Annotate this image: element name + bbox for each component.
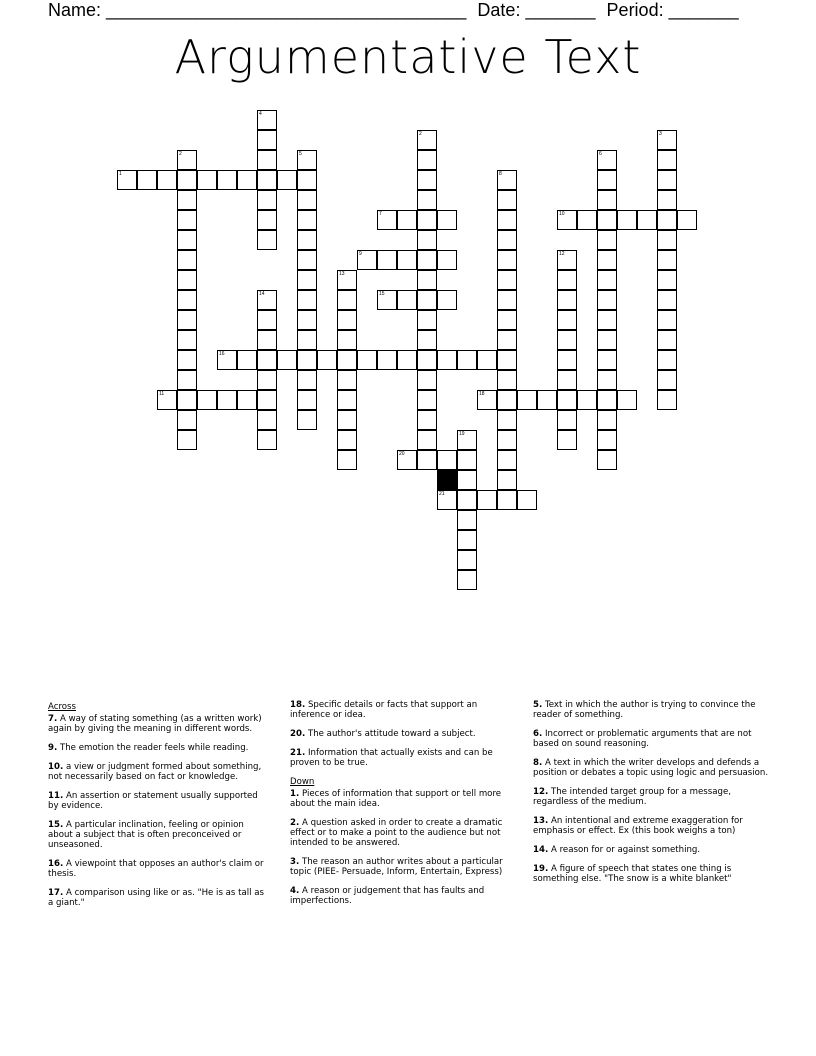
- grid-cell[interactable]: [397, 350, 417, 370]
- clue-down-12: 12. The intended target group for a message, regardless of the medium.: [533, 787, 732, 807]
- clue-across-21: 21. Information that actually exists and can be proven to be true.: [290, 748, 493, 768]
- grid-cell[interactable]: [177, 370, 197, 390]
- grid-cell[interactable]: [297, 290, 317, 310]
- student-info-line: [48, 0, 745, 21]
- grid-cell[interactable]: [597, 170, 617, 190]
- clue-across-7: 7. A way of stating something (as a written work) again by giving the meaning in different words.: [48, 714, 262, 734]
- grid-cell[interactable]: [557, 410, 577, 430]
- grid-cell[interactable]: [417, 130, 437, 150]
- grid-cell[interactable]: [217, 350, 237, 370]
- grid-cell[interactable]: [517, 390, 537, 410]
- grid-cell[interactable]: [457, 350, 477, 370]
- grid-cell[interactable]: [557, 370, 577, 390]
- clue-across-10: 10. a view or judgment formed about something, not necessarily based on fact or knowledge.: [48, 762, 262, 782]
- grid-cell[interactable]: [377, 250, 397, 270]
- grid-cell[interactable]: [337, 290, 357, 310]
- across-heading: Across: [48, 702, 77, 712]
- grid-cell[interactable]: [257, 190, 277, 210]
- grid-cell[interactable]: [657, 130, 677, 150]
- grid-cell[interactable]: [337, 270, 357, 290]
- grid-cell[interactable]: [597, 410, 617, 430]
- grid-cell[interactable]: [497, 470, 517, 490]
- grid-cell[interactable]: [597, 210, 617, 230]
- grid-cell[interactable]: [137, 170, 157, 190]
- grid-cell[interactable]: [257, 290, 277, 310]
- grid-cell[interactable]: [257, 310, 277, 330]
- grid-cell[interactable]: [517, 490, 537, 510]
- grid-cell[interactable]: [477, 350, 497, 370]
- grid-cell[interactable]: [417, 370, 437, 390]
- clue-number: 20: [399, 451, 405, 457]
- grid-cell[interactable]: [437, 350, 457, 370]
- grid-cell[interactable]: [437, 290, 457, 310]
- clue-down-13: 13. An intentional and extreme exaggeration for emphasis or effect. Ex (this book weighs a ton): [533, 816, 743, 836]
- grid-cell[interactable]: [497, 230, 517, 250]
- clue-number: 10: [559, 211, 565, 217]
- grid-cell[interactable]: [457, 570, 477, 590]
- grid-cell[interactable]: [257, 210, 277, 230]
- clue-across-11: 11. An assertion or statement usually supported by evidence.: [48, 791, 258, 811]
- clue-number: 9: [359, 251, 362, 257]
- grid-cell[interactable]: [457, 530, 477, 550]
- grid-cell[interactable]: [177, 250, 197, 270]
- grid-cell[interactable]: [157, 390, 177, 410]
- grid-cell[interactable]: [557, 330, 577, 350]
- clue-down-4: 4. A reason or judgement that has faults and imperfections.: [290, 886, 485, 906]
- grid-cell[interactable]: [257, 170, 277, 190]
- blocked-cell: [437, 470, 457, 490]
- grid-cell[interactable]: [657, 330, 677, 350]
- grid-cell[interactable]: [237, 350, 257, 370]
- clue-down-2: 2. A question asked in order to create a dramatic effect or to make a point to the audience but not intended to be answered.: [290, 818, 503, 848]
- grid-cell[interactable]: [257, 110, 277, 130]
- clue-number: 2: [179, 151, 182, 157]
- grid-cell[interactable]: [297, 190, 317, 210]
- clue-number: 14: [259, 291, 265, 297]
- grid-cell[interactable]: [297, 170, 317, 190]
- grid-cell[interactable]: [177, 390, 197, 410]
- clue-number: 16: [219, 351, 225, 357]
- grid-cell[interactable]: [177, 290, 197, 310]
- grid-cell[interactable]: [597, 230, 617, 250]
- clue-across-17: 17. A comparison using like or as. "He is as tall as a giant.": [48, 888, 265, 908]
- grid-cell[interactable]: [557, 270, 577, 290]
- grid-cell[interactable]: [497, 290, 517, 310]
- clues-column-1: [48, 700, 270, 917]
- grid-cell[interactable]: [177, 350, 197, 370]
- grid-cell[interactable]: [497, 450, 517, 470]
- grid-cell[interactable]: [417, 310, 437, 330]
- grid-cell[interactable]: [417, 150, 437, 170]
- grid-cell[interactable]: [497, 410, 517, 430]
- grid-cell[interactable]: [237, 170, 257, 190]
- grid-cell[interactable]: [497, 370, 517, 390]
- grid-cell[interactable]: [597, 390, 617, 410]
- grid-cell[interactable]: [337, 410, 357, 430]
- grid-cell[interactable]: [497, 250, 517, 270]
- grid-cell[interactable]: [257, 330, 277, 350]
- grid-cell[interactable]: [477, 390, 497, 410]
- grid-cell[interactable]: [397, 450, 417, 470]
- clue-number: 1: [119, 171, 122, 177]
- clue-number: 5: [299, 151, 302, 157]
- grid-cell[interactable]: [497, 330, 517, 350]
- grid-cell[interactable]: [417, 430, 437, 450]
- grid-cell[interactable]: [597, 430, 617, 450]
- grid-cell[interactable]: [177, 410, 197, 430]
- grid-cell[interactable]: [657, 310, 677, 330]
- grid-cell[interactable]: [617, 210, 637, 230]
- date-field[interactable]: Date: _______: [477, 0, 596, 20]
- grid-cell[interactable]: [337, 430, 357, 450]
- grid-cell[interactable]: [617, 390, 637, 410]
- grid-cell[interactable]: [337, 390, 357, 410]
- grid-cell[interactable]: [297, 330, 317, 350]
- grid-cell[interactable]: [177, 330, 197, 350]
- grid-cell[interactable]: [197, 170, 217, 190]
- grid-cell[interactable]: [117, 170, 137, 190]
- grid-cell[interactable]: [417, 350, 437, 370]
- clue-number: 7: [379, 211, 382, 217]
- clue-number: 8: [499, 171, 502, 177]
- grid-cell[interactable]: [257, 150, 277, 170]
- grid-cell[interactable]: [357, 250, 377, 270]
- grid-cell[interactable]: [497, 190, 517, 210]
- grid-cell[interactable]: [457, 550, 477, 570]
- grid-cell[interactable]: [437, 450, 457, 470]
- grid-cell[interactable]: [177, 310, 197, 330]
- grid-cell[interactable]: [457, 450, 477, 470]
- grid-cell[interactable]: [657, 230, 677, 250]
- grid-cell[interactable]: [257, 230, 277, 250]
- grid-cell[interactable]: [177, 270, 197, 290]
- grid-cell[interactable]: [497, 270, 517, 290]
- grid-cell[interactable]: [497, 430, 517, 450]
- grid-cell[interactable]: [417, 170, 437, 190]
- grid-cell[interactable]: [277, 170, 297, 190]
- grid-cell[interactable]: [257, 430, 277, 450]
- grid-cell[interactable]: [597, 350, 617, 370]
- clue-number: 21: [439, 491, 445, 497]
- grid-cell[interactable]: [497, 170, 517, 190]
- period-field[interactable]: Period: _______: [606, 0, 739, 20]
- grid-cell[interactable]: [217, 390, 237, 410]
- grid-cell[interactable]: [417, 230, 437, 250]
- grid-cell[interactable]: [397, 210, 417, 230]
- grid-cell[interactable]: [417, 270, 437, 290]
- grid-cell[interactable]: [657, 210, 677, 230]
- grid-cell[interactable]: [457, 430, 477, 450]
- grid-cell[interactable]: [457, 490, 477, 510]
- grid-cell[interactable]: [177, 430, 197, 450]
- clue-number: 11: [159, 391, 165, 397]
- grid-cell[interactable]: [297, 270, 317, 290]
- grid-cell[interactable]: [157, 170, 177, 190]
- grid-cell[interactable]: [297, 310, 317, 330]
- down-heading: Down: [290, 777, 315, 787]
- grid-cell[interactable]: [477, 490, 497, 510]
- grid-cell[interactable]: [377, 210, 397, 230]
- grid-cell[interactable]: [657, 150, 677, 170]
- grid-cell[interactable]: [417, 210, 437, 230]
- grid-cell[interactable]: [657, 270, 677, 290]
- grid-cell[interactable]: [337, 310, 357, 330]
- grid-cell[interactable]: [277, 350, 297, 370]
- clue-across-16: 16. A viewpoint that opposes an author's claim or thesis.: [48, 859, 264, 879]
- puzzle-title: Argumentative Text: [174, 30, 642, 84]
- grid-cell[interactable]: [557, 430, 577, 450]
- clue-number: 4: [259, 111, 262, 117]
- grid-cell[interactable]: [297, 250, 317, 270]
- grid-cell[interactable]: [557, 310, 577, 330]
- grid-cell[interactable]: [297, 390, 317, 410]
- grid-cell[interactable]: [597, 330, 617, 350]
- grid-cell[interactable]: [537, 390, 557, 410]
- clue-down-3: 3. The reason an author writes about a particular topic (PIEE- Persuade, Inform, Entertain, Express): [290, 857, 503, 877]
- grid-cell[interactable]: [497, 350, 517, 370]
- grid-cell[interactable]: [657, 290, 677, 310]
- grid-cell[interactable]: [597, 150, 617, 170]
- grid-cell[interactable]: [497, 210, 517, 230]
- grid-cell[interactable]: [217, 170, 237, 190]
- grid-cell[interactable]: [257, 130, 277, 150]
- grid-cell[interactable]: [257, 410, 277, 430]
- clue-down-5: 5. Text in which the author is trying to convince the reader of something.: [533, 700, 756, 720]
- grid-cell[interactable]: [597, 370, 617, 390]
- grid-cell[interactable]: [417, 290, 437, 310]
- clue-down-8: 8. A text in which the writer develops and defends a position or debates a topic using logic and persuasion.: [533, 758, 769, 778]
- clue-across-15: 15. A particular inclination, feeling or opinion about a subject that is often preconceived or unseasoned.: [48, 820, 244, 850]
- grid-cell[interactable]: [497, 390, 517, 410]
- grid-cell[interactable]: [597, 310, 617, 330]
- grid-cell[interactable]: [457, 470, 477, 490]
- grid-cell[interactable]: [337, 330, 357, 350]
- clue-down-1: 1. Pieces of information that support or tell more about the main idea.: [290, 789, 502, 809]
- grid-cell[interactable]: [297, 370, 317, 390]
- grid-cell[interactable]: [297, 150, 317, 170]
- grid-cell[interactable]: [597, 290, 617, 310]
- clue-number: 13: [339, 271, 345, 277]
- grid-cell[interactable]: [417, 330, 437, 350]
- grid-cell[interactable]: [497, 310, 517, 330]
- grid-cell[interactable]: [297, 230, 317, 250]
- grid-cell[interactable]: [497, 490, 517, 510]
- grid-cell[interactable]: [597, 190, 617, 210]
- name-field[interactable]: Name: ____________________________________: [48, 0, 467, 20]
- grid-cell[interactable]: [177, 190, 197, 210]
- grid-cell[interactable]: [637, 210, 657, 230]
- grid-cell[interactable]: [657, 170, 677, 190]
- grid-cell[interactable]: [657, 350, 677, 370]
- grid-cell[interactable]: [417, 190, 437, 210]
- grid-cell[interactable]: [377, 290, 397, 310]
- grid-cell[interactable]: [417, 410, 437, 430]
- clue-down-19: 19. A figure of speech that states one thing is something else. "The snow is a white blanket": [533, 864, 732, 884]
- clue-number: 18: [479, 391, 485, 397]
- grid-cell[interactable]: [317, 350, 337, 370]
- clue-number: 3: [659, 131, 662, 137]
- clue-across-18: 18. Specific details or facts that support an inference or idea.: [290, 700, 478, 720]
- grid-cell[interactable]: [377, 350, 397, 370]
- grid-cell[interactable]: [557, 290, 577, 310]
- grid-cell[interactable]: [577, 390, 597, 410]
- grid-cell[interactable]: [677, 210, 697, 230]
- grid-cell[interactable]: [177, 170, 197, 190]
- grid-cell[interactable]: [297, 410, 317, 430]
- grid-cell[interactable]: [177, 150, 197, 170]
- grid-cell[interactable]: [657, 250, 677, 270]
- grid-cell[interactable]: [337, 450, 357, 470]
- clue-number: 2: [419, 131, 422, 137]
- grid-cell[interactable]: [237, 390, 257, 410]
- grid-cell[interactable]: [437, 490, 457, 510]
- clue-across-9: 9. The emotion the reader feels while reading.: [48, 743, 249, 753]
- grid-cell[interactable]: [337, 350, 357, 370]
- grid-cell[interactable]: [557, 210, 577, 230]
- grid-cell[interactable]: [297, 210, 317, 230]
- grid-cell[interactable]: [337, 370, 357, 390]
- grid-cell[interactable]: [257, 350, 277, 370]
- grid-cell[interactable]: [657, 370, 677, 390]
- grid-cell[interactable]: [417, 390, 437, 410]
- grid-cell[interactable]: [597, 250, 617, 270]
- clue-down-6: 6. Incorrect or problematic arguments that are not based on sound reasoning.: [533, 729, 752, 749]
- grid-cell[interactable]: [557, 390, 577, 410]
- grid-cell[interactable]: [437, 250, 457, 270]
- grid-cell[interactable]: [457, 510, 477, 530]
- grid-cell[interactable]: [417, 450, 437, 470]
- grid-cell[interactable]: [597, 450, 617, 470]
- grid-cell[interactable]: [197, 390, 217, 410]
- grid-cell[interactable]: [597, 270, 617, 290]
- grid-cell[interactable]: [297, 350, 317, 370]
- grid-cell[interactable]: [657, 190, 677, 210]
- clue-number: 12: [559, 251, 565, 257]
- grid-cell[interactable]: [257, 370, 277, 390]
- grid-cell[interactable]: [177, 230, 197, 250]
- clues-column-2: [290, 700, 512, 915]
- clue-down-14: 14. A reason for or against something.: [533, 845, 701, 855]
- grid-cell[interactable]: [177, 210, 197, 230]
- grid-cell[interactable]: [417, 250, 437, 270]
- grid-cell[interactable]: [437, 210, 457, 230]
- grid-cell[interactable]: [397, 290, 417, 310]
- grid-cell[interactable]: [657, 390, 677, 410]
- grid-cell[interactable]: [257, 390, 277, 410]
- grid-cell[interactable]: [577, 210, 597, 230]
- clue-number: 19: [459, 431, 465, 437]
- clue-across-20: 20. The author's attitude toward a subject.: [290, 729, 476, 739]
- grid-cell[interactable]: [557, 250, 577, 270]
- grid-cell[interactable]: [557, 350, 577, 370]
- grid-cell[interactable]: [397, 250, 417, 270]
- clue-number: 6: [599, 151, 602, 157]
- grid-cell[interactable]: [357, 350, 377, 370]
- clues-column-3: [533, 700, 773, 893]
- clue-number: 15: [379, 291, 385, 297]
